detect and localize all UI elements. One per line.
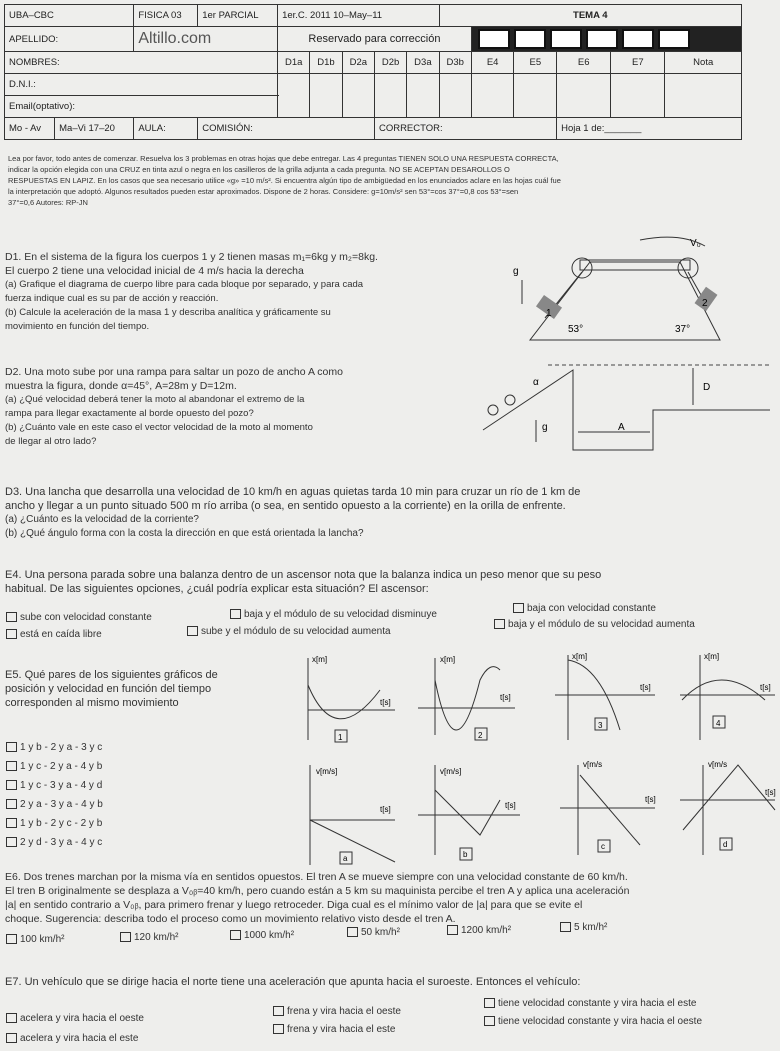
d3-text: ancho y llegar a un punto situado 500 m río arriba (o sea, en sentido opuesto a la corriente) en la orilla de enfrente. bbox=[5, 500, 566, 512]
option-label: 50 km/h² bbox=[361, 927, 400, 938]
grade-col: D1b bbox=[310, 52, 342, 74]
moto-wheel bbox=[505, 395, 515, 405]
corrector-field[interactable]: CORRECTOR: bbox=[374, 118, 556, 140]
graph-a bbox=[310, 765, 395, 865]
apellido-label: APELLIDO: bbox=[5, 27, 134, 52]
question-e7 bbox=[5, 975, 777, 989]
checkbox[interactable] bbox=[230, 930, 241, 940]
checkbox[interactable] bbox=[6, 761, 17, 771]
d1-text: D1. En el sistema de la figura los cuerpos 1 y 2 tienen masas m₁=6kg y m₂=8kg. bbox=[5, 251, 378, 263]
option-label: 120 km/h² bbox=[134, 932, 179, 943]
e4-option[interactable] bbox=[6, 612, 152, 623]
instruction-line: 37°=0,6 Autores: RP-JN bbox=[8, 198, 88, 207]
option-label: 1200 km/h² bbox=[461, 925, 512, 936]
code-box[interactable] bbox=[586, 29, 618, 49]
graph-4 bbox=[680, 652, 775, 740]
option-label: 2 y d - 3 y a - 4 y c bbox=[20, 837, 103, 848]
grade-col: D2b bbox=[374, 52, 406, 74]
v0-label: V₀ bbox=[690, 238, 701, 249]
option-label: baja con velocidad constante bbox=[527, 603, 656, 614]
code-box[interactable] bbox=[658, 29, 690, 49]
d3-text: (b) ¿Qué ángulo forma con la costa la dirección en que está orientada la lancha? bbox=[5, 528, 364, 539]
option-label: 1 y c - 3 y a - 4 y d bbox=[20, 780, 103, 791]
option-label: frena y vira hacia el oeste bbox=[287, 1006, 401, 1017]
checkbox[interactable] bbox=[484, 1016, 495, 1026]
e7-option[interactable] bbox=[6, 1013, 144, 1024]
graph-2 bbox=[418, 655, 515, 740]
D-label: D bbox=[703, 382, 711, 393]
e7-option[interactable] bbox=[273, 1024, 395, 1035]
graph-b-label: b bbox=[463, 850, 468, 859]
e5-text: E5. Qué pares de los siguientes gráficos de bbox=[5, 669, 218, 681]
checkbox[interactable] bbox=[187, 626, 198, 636]
t-axis-label: t[s] bbox=[765, 788, 776, 797]
e6-option[interactable] bbox=[347, 927, 400, 938]
grade-col: D3b bbox=[439, 52, 471, 74]
t-axis-label: t[s] bbox=[505, 801, 516, 810]
angle-53-label: 53° bbox=[568, 324, 584, 335]
curve-2 bbox=[435, 667, 500, 730]
option-label: baja y el módulo de su velocidad disminuye bbox=[244, 609, 437, 620]
e7-option[interactable] bbox=[273, 1006, 401, 1017]
ramp-and-pit bbox=[483, 370, 770, 450]
checkbox[interactable] bbox=[560, 922, 571, 932]
curve-4 bbox=[682, 680, 765, 700]
checkbox[interactable] bbox=[447, 925, 458, 935]
code-box[interactable] bbox=[550, 29, 582, 49]
question-e5 bbox=[5, 668, 305, 710]
option-label: frena y vira hacia el este bbox=[287, 1024, 396, 1035]
nombres-label[interactable]: NOMBRES: bbox=[5, 52, 278, 74]
e5-option[interactable] bbox=[6, 799, 103, 810]
comision-field[interactable]: COMISIÓN: bbox=[198, 118, 375, 140]
graph-b bbox=[418, 765, 520, 860]
e5-text: corresponden al mismo movimiento bbox=[5, 697, 179, 709]
code-box[interactable] bbox=[622, 29, 654, 49]
graph-1-label: 1 bbox=[338, 733, 343, 742]
option-label: 1 y b - 2 y a - 3 y c bbox=[20, 742, 103, 753]
A-label: A bbox=[618, 422, 625, 433]
instruction-line: la interpretación que adoptó. Algunos resultados pueden estar aproximados. Dispone de 2 horas. Considere: g=10m/s² sen 53°=cos 37°=0,8 cos 53°=sen bbox=[8, 187, 519, 196]
problem-d2 bbox=[5, 365, 475, 449]
grade-col: D3a bbox=[407, 52, 439, 74]
d1-text: (b) Calcule la aceleración de la masa 1 y describa analítica y gráficamente su bbox=[5, 307, 331, 318]
e5-graphs bbox=[300, 650, 778, 875]
checkbox[interactable] bbox=[6, 612, 17, 622]
question-e4 bbox=[5, 568, 775, 596]
reserved-label: Reservado para corrección bbox=[278, 27, 472, 52]
checkbox[interactable] bbox=[6, 1033, 17, 1043]
d2-text: D2. Una moto sube por una rampa para saltar un pozo de ancho A como bbox=[5, 366, 343, 378]
grade-col: D2a bbox=[342, 52, 374, 74]
e6-option[interactable] bbox=[447, 925, 511, 936]
option-label: 1 y c - 2 y a - 4 y b bbox=[20, 761, 103, 772]
e7-option[interactable] bbox=[6, 1033, 138, 1044]
hoja-field[interactable]: Hoja 1 de:_______ bbox=[557, 118, 742, 140]
curve-1 bbox=[308, 685, 380, 719]
e7-option[interactable] bbox=[484, 998, 696, 1009]
e7-option[interactable] bbox=[484, 1016, 702, 1027]
e5-option[interactable] bbox=[6, 837, 102, 848]
checkbox[interactable] bbox=[6, 1013, 17, 1023]
pulley-right bbox=[678, 258, 698, 278]
code-box[interactable] bbox=[514, 29, 546, 49]
grade-col: Nota bbox=[665, 52, 742, 74]
e6-option[interactable] bbox=[6, 934, 64, 945]
graph-4-label: 4 bbox=[716, 719, 721, 728]
e4-text: E4. Una persona parada sobre una balanza dentro de un ascensor nota que la balanza indica un peso menor que su peso bbox=[5, 569, 602, 581]
option-label: acelera y vira hacia el este bbox=[20, 1033, 139, 1044]
line-b bbox=[435, 790, 500, 835]
x-axis-label: x[m] bbox=[312, 655, 328, 664]
option-label: 1 y b - 2 y c - 2 y b bbox=[20, 818, 103, 829]
checkbox[interactable] bbox=[6, 629, 17, 639]
d1-text: fuerza indique cual es su par de acción y reacción. bbox=[5, 293, 219, 304]
instructions bbox=[8, 153, 743, 208]
checkbox[interactable] bbox=[6, 934, 17, 944]
instruction-line: Lea por favor, todo antes de comenzar. Resuelva los 3 problemas en otras hojas que debe entregar. Las 4 preguntas TIENEN SOLO UNA RESPUESTA CORRECTA, bbox=[8, 154, 559, 163]
e4-text: habitual. De las siguientes opciones, ¿cuál podría explicar esta situación? El ascensor: bbox=[5, 583, 429, 595]
pulley-left bbox=[572, 258, 592, 278]
checkbox[interactable] bbox=[120, 932, 131, 942]
e6-option[interactable] bbox=[230, 930, 294, 941]
d2-text: (b) ¿Cuánto vale en este caso el vector velocidad de la moto al momento bbox=[5, 422, 313, 433]
e6-option[interactable] bbox=[120, 932, 178, 943]
graph-c bbox=[560, 760, 656, 855]
d1-text: (a) Grafique el diagrama de cuerpo libre para cada bloque por separado, y para cada bbox=[5, 279, 364, 290]
option-label: sube con velocidad constante bbox=[20, 612, 152, 623]
g-label: g bbox=[513, 266, 519, 277]
checkbox[interactable] bbox=[484, 998, 495, 1008]
x-axis-label: x[m] bbox=[572, 652, 588, 661]
e4-option[interactable] bbox=[230, 609, 437, 620]
option-label: acelera y vira hacia el oeste bbox=[20, 1013, 144, 1024]
email-field[interactable]: Email(optativo): bbox=[5, 96, 278, 118]
d3-text: D3. Una lancha que desarrolla una velocidad de 10 km/h en aguas quietas tarda 10 min para cruzar un río de 1 km de bbox=[5, 486, 581, 498]
checkbox[interactable] bbox=[6, 780, 17, 790]
d2-text: (a) ¿Qué velocidad deberá tener la moto al abandonar el extremo de la bbox=[5, 394, 305, 405]
e7-text: E7. Un vehículo que se dirige hacia el norte tiene una aceleración que apunta hacia el suroeste. Entonces el vehículo: bbox=[5, 976, 581, 988]
mo-av-cell: Mo - Av bbox=[5, 118, 55, 140]
e6-text: choque. Sugerencia: describa todo el proceso como un movimiento relativo visto desde el tren A. bbox=[5, 913, 456, 925]
graph-c-label: c bbox=[601, 842, 605, 851]
e6-text: E6. Dos trenes marchan por la misma vía en sentidos opuestos. El tren A se mueve siempre con una velocidad constante de 60 km/h. bbox=[5, 871, 628, 883]
graph-d-label: d bbox=[723, 840, 728, 849]
e5-option[interactable] bbox=[6, 780, 102, 791]
d1-text: movimiento en función del tiempo. bbox=[5, 321, 150, 332]
e4-option[interactable] bbox=[494, 619, 695, 630]
g-label: g bbox=[542, 422, 548, 433]
checkbox[interactable] bbox=[230, 609, 241, 619]
checkbox[interactable] bbox=[6, 799, 17, 809]
option-label: tiene velocidad constante y vira hacia el este bbox=[498, 998, 697, 1009]
block-2-label: 2 bbox=[702, 298, 708, 309]
option-label: tiene velocidad constante y vira hacia el oeste bbox=[498, 1016, 703, 1027]
e6-text: El tren B originalmente se desplaza a V₀ᵦ=40 km/h, pero cuando están a 5 km su maquinista percibe el tren A y aplica una aceleración bbox=[5, 885, 630, 897]
graph-a-label: a bbox=[343, 854, 348, 863]
d3-text: (a) ¿Cuánto es la velocidad de la corriente? bbox=[5, 514, 199, 525]
e6-text: |a| en sentido contrario a V₀ᵦ, para primero frenar y luego retroceder. Diga cual es el mínimo valor de |a| para que se evite el bbox=[5, 899, 583, 911]
option-label: 5 km/h² bbox=[574, 922, 608, 933]
apellido-field[interactable]: Altillo.com bbox=[134, 27, 278, 52]
e4-option[interactable] bbox=[513, 603, 656, 614]
period-cell: 1er.C. 2011 10–May–11 bbox=[278, 5, 439, 27]
d2-text: muestra la figura, donde α=45°, A=28m y D=12m. bbox=[5, 380, 237, 392]
e4-option[interactable] bbox=[187, 626, 391, 637]
grade-col: E6 bbox=[557, 52, 611, 74]
line-c bbox=[580, 775, 640, 845]
checkbox[interactable] bbox=[494, 619, 505, 629]
exam-header-table bbox=[4, 4, 742, 140]
option-label: baja y el módulo de su velocidad aumenta bbox=[508, 619, 695, 630]
d2-text: rampa para llegar exactamente al borde opuesto del pozo? bbox=[5, 408, 254, 419]
e5-option[interactable] bbox=[6, 818, 102, 829]
e5-option[interactable] bbox=[6, 761, 102, 772]
checkbox[interactable] bbox=[513, 603, 524, 613]
option-label: 1000 km/h² bbox=[244, 930, 295, 941]
code-box[interactable] bbox=[478, 29, 510, 49]
d1-figure bbox=[510, 232, 740, 347]
t-axis-label: t[s] bbox=[640, 683, 651, 692]
d1-text: El cuerpo 2 tiene una velocidad inicial de 4 m/s hacia la derecha bbox=[5, 265, 304, 277]
e5-text: posición y velocidad en función del tiempo bbox=[5, 683, 212, 695]
t-axis-label: t[s] bbox=[760, 683, 771, 692]
dni-field[interactable]: D.N.I.: bbox=[5, 74, 278, 96]
problem-d3 bbox=[5, 485, 775, 541]
code-boxes bbox=[471, 27, 741, 52]
angle-37-label: 37° bbox=[675, 324, 691, 335]
checkbox[interactable] bbox=[6, 837, 17, 847]
t-axis-label: t[s] bbox=[380, 805, 391, 814]
grade-col: E7 bbox=[611, 52, 665, 74]
checkbox[interactable] bbox=[347, 927, 358, 937]
exam-cell: 1er PARCIAL bbox=[198, 5, 278, 27]
instruction-line: indicar la opción elegida con una CRUZ en tinta azul o negra en los casilleros de la grilla adjunta a cada pregunta. NO SE ACEPTAN DESAROLLOS O bbox=[8, 165, 510, 174]
option-label: sube y el módulo de su velocidad aumenta bbox=[201, 626, 391, 637]
t-axis-label: t[s] bbox=[380, 698, 391, 707]
v-axis-label: v[m/s] bbox=[316, 767, 338, 776]
d2-figure bbox=[478, 360, 773, 455]
v-axis-label: v[m/s bbox=[583, 760, 603, 769]
d2-text: de llegar al otro lado? bbox=[5, 436, 97, 447]
univ-cell: UBA–CBC bbox=[5, 5, 134, 27]
line-d bbox=[683, 765, 775, 830]
question-e6 bbox=[5, 870, 777, 926]
graph-3 bbox=[555, 652, 655, 740]
graph-3-label: 3 bbox=[598, 721, 603, 730]
option-label: 2 y a - 3 y a - 4 y b bbox=[20, 799, 103, 810]
e6-option[interactable] bbox=[560, 922, 607, 933]
grade-col: D1a bbox=[278, 52, 310, 74]
problem-d1 bbox=[5, 250, 505, 334]
v-axis-label: v[m/s] bbox=[440, 767, 462, 776]
moto-wheel bbox=[488, 405, 498, 415]
days-cell: Ma–Vi 17–20 bbox=[55, 118, 134, 140]
checkbox[interactable] bbox=[6, 742, 17, 752]
aula-field[interactable]: AULA: bbox=[134, 118, 198, 140]
checkbox[interactable] bbox=[6, 818, 17, 828]
x-axis-label: x[m] bbox=[440, 655, 456, 664]
option-label: 100 km/h² bbox=[20, 934, 65, 945]
block-1-label: 1 bbox=[546, 308, 552, 319]
grade-col: E5 bbox=[514, 52, 557, 74]
alpha-label: α bbox=[533, 377, 539, 388]
checkbox[interactable] bbox=[273, 1024, 284, 1034]
x-axis-label: x[m] bbox=[704, 652, 720, 661]
checkbox[interactable] bbox=[273, 1006, 284, 1016]
t-axis-label: t[s] bbox=[500, 693, 511, 702]
e4-option[interactable] bbox=[6, 629, 102, 640]
graph-d bbox=[680, 760, 776, 855]
graph-1 bbox=[308, 655, 395, 742]
tema-cell: TEMA 4 bbox=[439, 5, 741, 27]
instruction-line: RESPUESTAS EN LAPIZ. En los casos que sea necesario utilice «g» =10 m/s². Si encuentra algún tipo de ambigüedad en los enunciados aclare en las hojas cuál fue bbox=[8, 176, 561, 185]
option-label: está en caída libre bbox=[20, 629, 102, 640]
t-axis-label: t[s] bbox=[645, 795, 656, 804]
grade-col: E4 bbox=[471, 52, 514, 74]
e5-option[interactable] bbox=[6, 742, 102, 753]
graph-2-label: 2 bbox=[478, 731, 483, 740]
v-axis-label: v[m/s bbox=[708, 760, 728, 769]
subject-cell: FISICA 03 bbox=[134, 5, 198, 27]
